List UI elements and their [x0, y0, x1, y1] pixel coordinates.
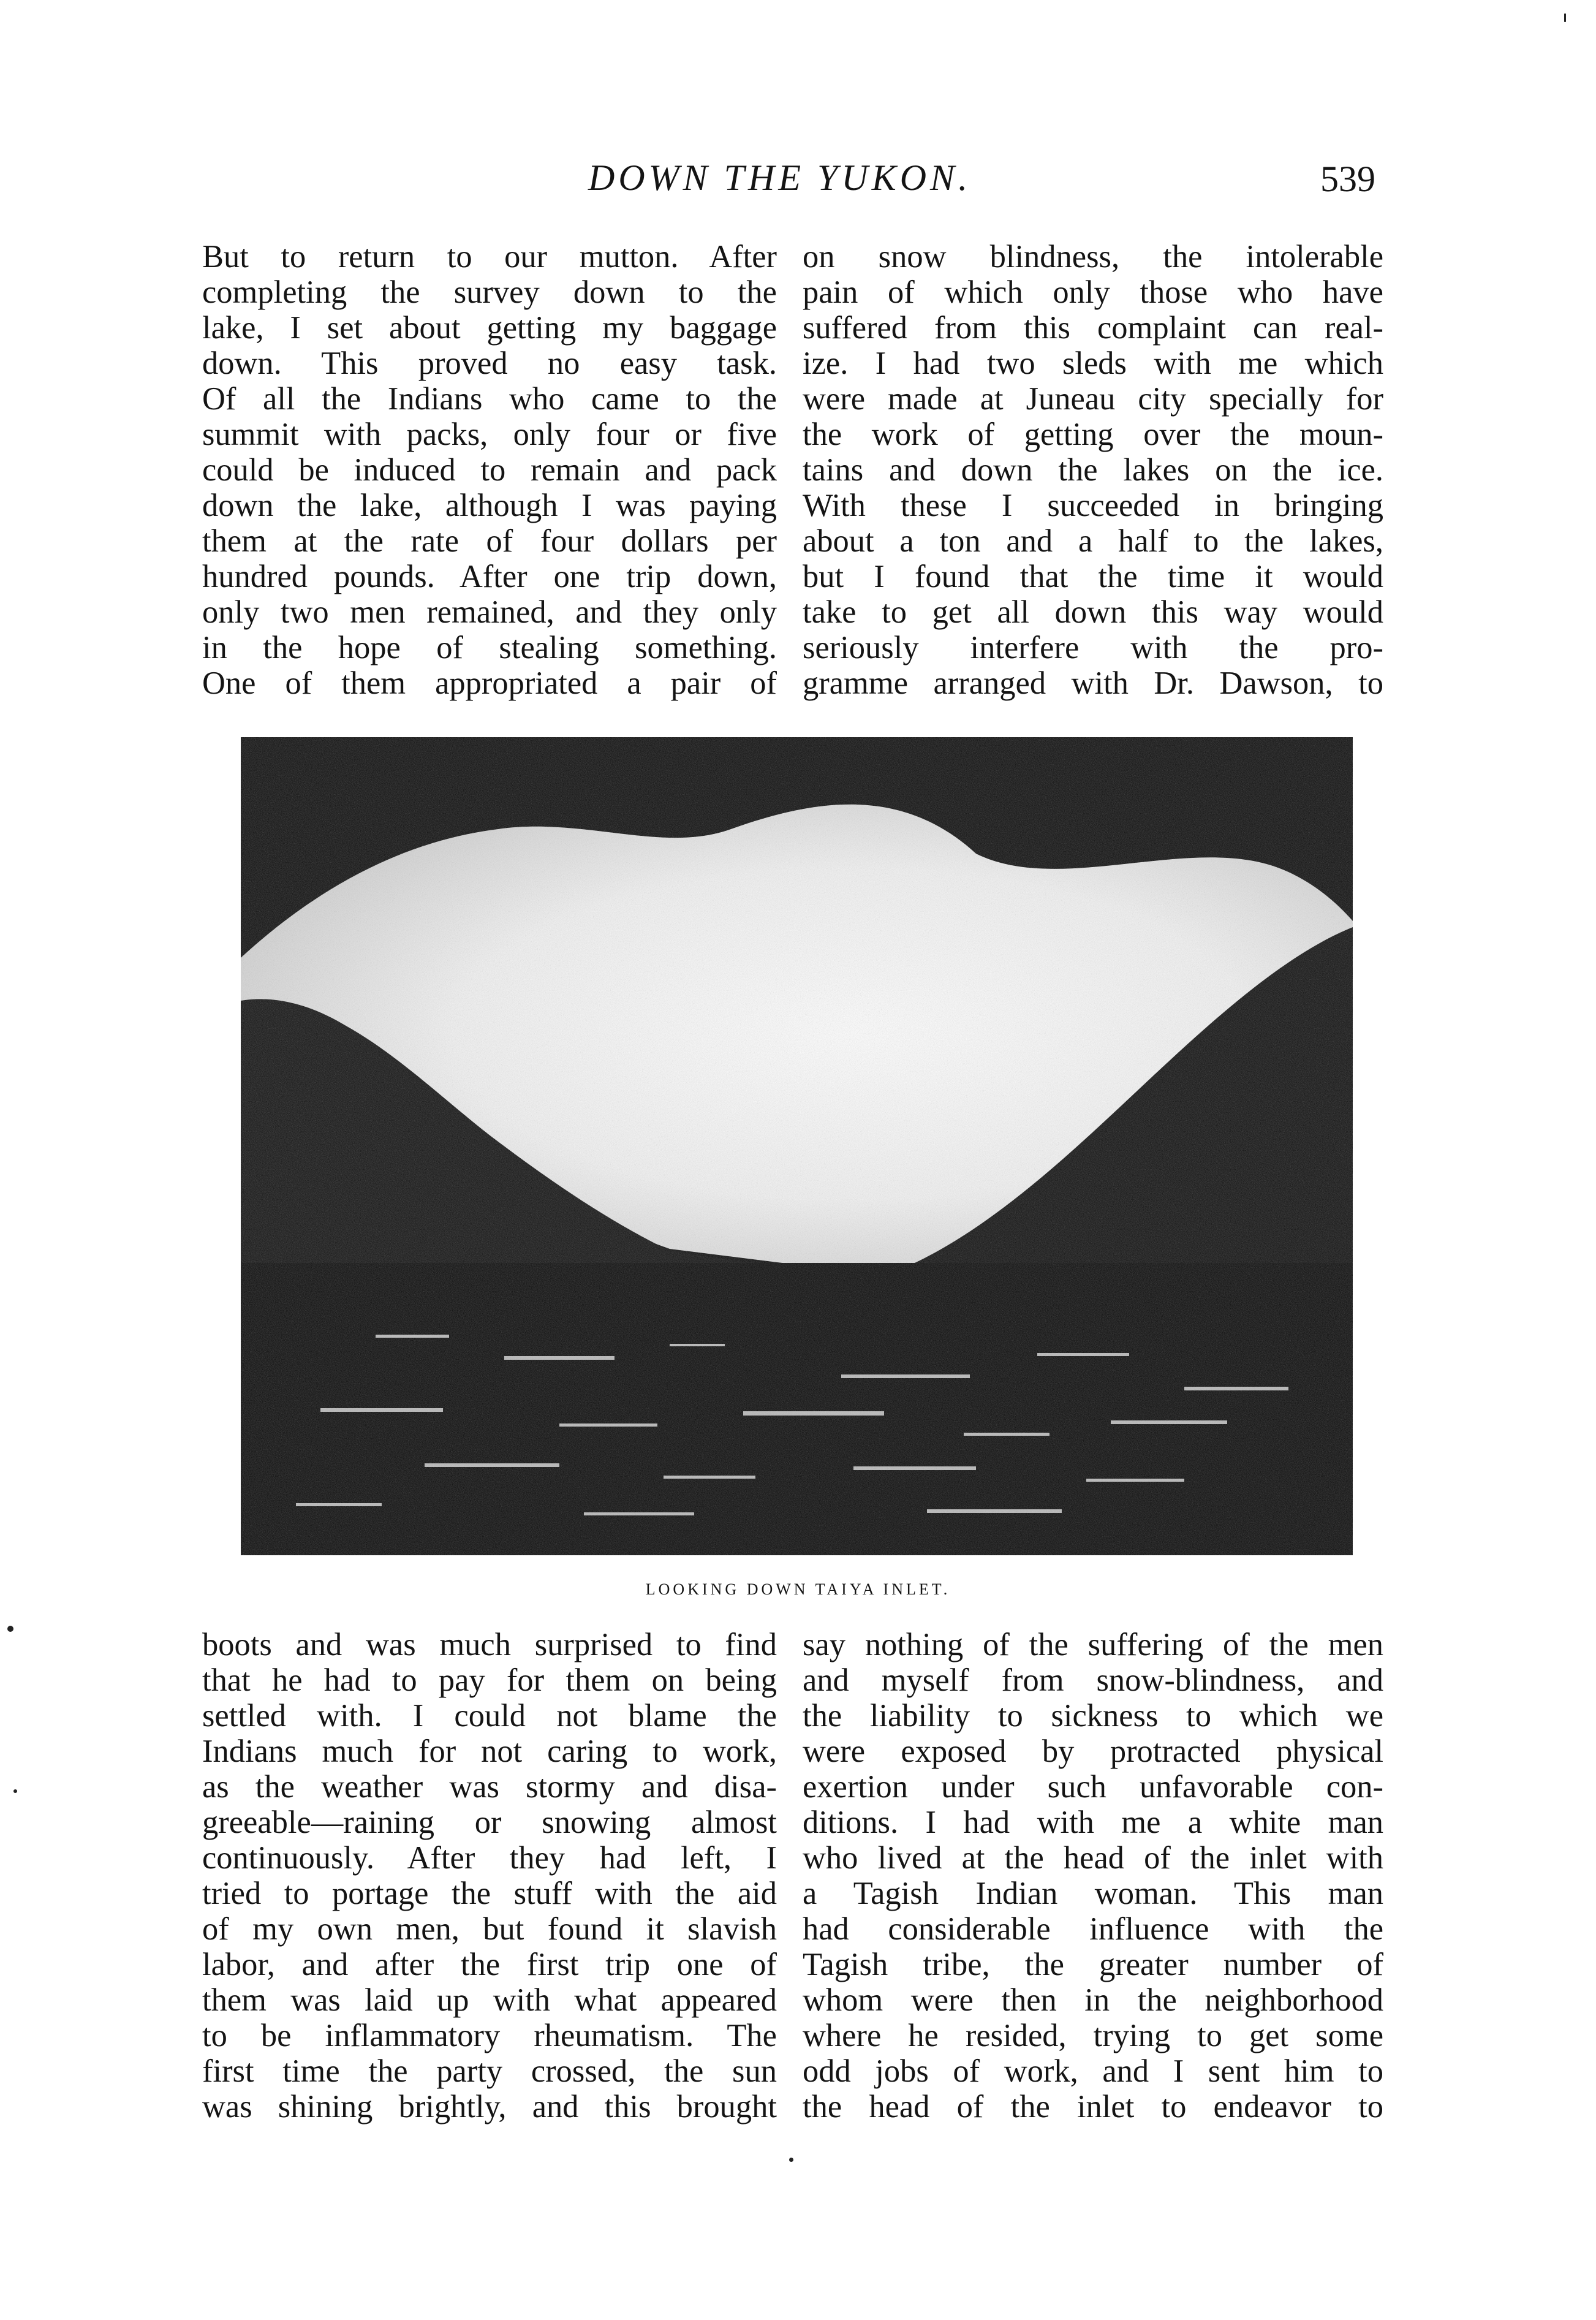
column-bottom-right	[803, 1627, 1383, 2125]
text-line: had considerable influence with the	[803, 1911, 1383, 1947]
text-line: suffered from this complaint can real-	[803, 310, 1383, 346]
text-line: down the lake, although I was paying	[202, 488, 777, 523]
text-line: where he resided, trying to get some	[803, 2018, 1383, 2053]
text-line: a Tagish Indian woman. This man	[803, 1876, 1383, 1911]
text-line: continuously. After they had left, I	[202, 1840, 777, 1876]
text-line: that he had to pay for them on being	[202, 1662, 777, 1698]
text-line: as the weather was stormy and disa-	[202, 1769, 777, 1805]
text-line: them was laid up with what appeared	[202, 1982, 777, 2018]
column-top-right	[803, 239, 1383, 701]
text-line: down. This proved no easy task.	[202, 346, 777, 381]
ink-speck	[7, 1626, 13, 1632]
text-line: the head of the inlet to endeavor to	[803, 2089, 1383, 2125]
landscape-photo	[241, 737, 1353, 1555]
text-line: hundred pounds. After one trip down,	[202, 559, 777, 594]
text-line: were made at Juneau city specially for	[803, 381, 1383, 417]
photo-illustration	[241, 737, 1353, 1555]
ink-speck	[789, 2158, 793, 2162]
text-line: But to return to our mutton. After	[202, 239, 777, 275]
text-line: on snow blindness, the intolerable	[803, 239, 1383, 275]
text-line: about a ton and a half to the lakes,	[803, 523, 1383, 559]
text-line: seriously interfere with the pro-	[803, 630, 1383, 665]
text-line: to be inflammatory rheumatism. The	[202, 2018, 777, 2053]
text-line: labor, and after the first trip one of	[202, 1947, 777, 1982]
text-line: the work of getting over the moun-	[803, 417, 1383, 452]
text-line: Indians much for not caring to work,	[202, 1734, 777, 1769]
text-line: boots and was much surprised to find	[202, 1627, 777, 1662]
figure-caption: LOOKING DOWN TAIYA INLET.	[645, 1580, 951, 1598]
text-line: who lived at the head of the inlet with	[803, 1840, 1383, 1876]
text-line: whom were then in the neighborhood	[803, 1982, 1383, 2018]
text-line: the liability to sickness to which we	[803, 1698, 1383, 1734]
text-line: settled with. I could not blame the	[202, 1698, 777, 1734]
text-line: ize. I had two sleds with me which	[803, 346, 1383, 381]
text-line: exertion under such unfavorable con-	[803, 1769, 1383, 1805]
text-line: was shining brightly, and this brought	[202, 2089, 777, 2125]
text-line: and myself from snow-blindness, and	[803, 1662, 1383, 1698]
text-line: With these I succeeded in bringing	[803, 488, 1383, 523]
running-title: DOWN THE YUKON.	[588, 157, 972, 198]
text-line: ditions. I had with me a white man	[803, 1805, 1383, 1840]
text-line: in the hope of stealing something.	[202, 630, 777, 665]
text-line: could be induced to remain and pack	[202, 452, 777, 488]
ink-speck	[1564, 13, 1566, 22]
text-line: but I found that the time it would	[803, 559, 1383, 594]
text-line: odd jobs of work, and I sent him to	[803, 2053, 1383, 2089]
text-line: say nothing of the suffering of the men	[803, 1627, 1383, 1662]
ink-speck	[13, 1789, 17, 1793]
text-line: them at the rate of four dollars per	[202, 523, 777, 559]
text-line: pain of which only those who have	[803, 275, 1383, 310]
text-line: summit with packs, only four or five	[202, 417, 777, 452]
text-line: tains and down the lakes on the ice.	[803, 452, 1383, 488]
text-line: only two men remained, and they only	[202, 594, 777, 630]
column-bottom-left	[202, 1627, 777, 2125]
text-line: completing the survey down to the	[202, 275, 777, 310]
column-top-left	[202, 239, 777, 701]
text-line: first time the party crossed, the sun	[202, 2053, 777, 2089]
text-line: greeable—raining or snowing almost	[202, 1805, 777, 1840]
text-line: tried to portage the stuff with the aid	[202, 1876, 777, 1911]
text-line: One of them appropriated a pair of	[202, 665, 777, 701]
text-line: take to get all down this way would	[803, 594, 1383, 630]
text-line: gramme arranged with Dr. Dawson, to	[803, 665, 1383, 701]
text-line: were exposed by protracted physical	[803, 1734, 1383, 1769]
text-line: of my own men, but found it slavish	[202, 1911, 777, 1947]
text-line: lake, I set about getting my baggage	[202, 310, 777, 346]
text-line: Tagish tribe, the greater number of	[803, 1947, 1383, 1982]
page-number: 539	[1320, 159, 1375, 199]
text-line: Of all the Indians who came to the	[202, 381, 777, 417]
